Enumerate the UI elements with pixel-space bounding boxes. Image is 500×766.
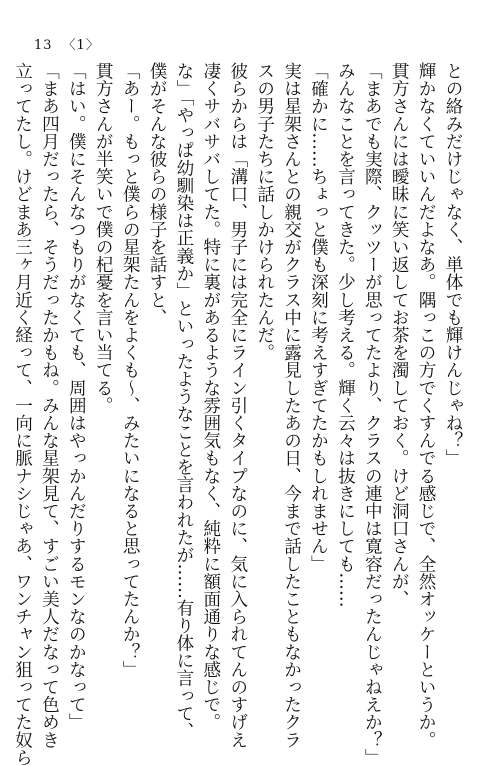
text-line: な」「やっぱ幼馴染は正義か」といったようなことを言われたが……有り体に言って、 (173, 62, 194, 740)
text-line: 「あー。もっと僕らの星架たんをよくも～、みたいになると思ってたんか？」 (120, 62, 141, 678)
text-line: 輝かなくていいんだよなあ。隅っこの方でくすんでる感じで、全然オッケーというか。 (416, 62, 437, 749)
text-line: スの男子たちに話しかけられたんだ。 (254, 62, 275, 362)
text-line: 彼らからは「溝口、男子には完全にライン引くタイプなのに、気に入られてんのすげえ (227, 62, 248, 749)
text-line: 立ってたし。けどまあ三ヶ月近く経って、一向に脈ナシじゃあ、ワンチャン狙ってた奴ら (12, 62, 33, 766)
text-line: 「確かに……ちょっと僕も深刻に考えすぎてたかもしれません」 (308, 62, 329, 573)
page-header (34, 34, 100, 53)
vertical-body-text (12, 62, 466, 766)
text-line: みんなことを言ってきた。少し考える。輝く云々は抜きにしても…… (335, 62, 356, 608)
chapter-label: 〈1〉 (62, 38, 100, 53)
text-line: 貫方さんが半笑いで僕の杞憂を言い当てる。 (93, 62, 114, 414)
page-number: 13 (34, 38, 53, 53)
text-line: との絡みだけじゃなく、単体でも輝けんじゃね？」 (443, 62, 463, 467)
text-line: 凄くサバサバしてた。特に裏があるような雰囲気もなく、純粋に額面通りな感じで。 (200, 62, 221, 731)
text-line: 貫方さんには曖昧に笑い返してお茶を濁しておく。けど洞口さんが、 (389, 62, 410, 608)
text-line: 「まあでも実際、クッツーが思ってたより、クラスの連中は寛容だったんじゃねえか？」 (362, 62, 383, 766)
text-line: 「まあ四月だったら、そうだったかもね。みんな星架見て、すごい美人だなって色めき (39, 62, 60, 749)
text-line: 僕がそんな彼らの様子を話すと、 (147, 62, 168, 326)
text-line: 実は星架さんとの親交がクラス中に露見したあの日、今まで話したこともなかったクラ (281, 62, 302, 749)
text-line: 「はい。僕にそんなつもりがなくても、周囲はやっかんだりするモンなのかなって」 (66, 62, 87, 731)
